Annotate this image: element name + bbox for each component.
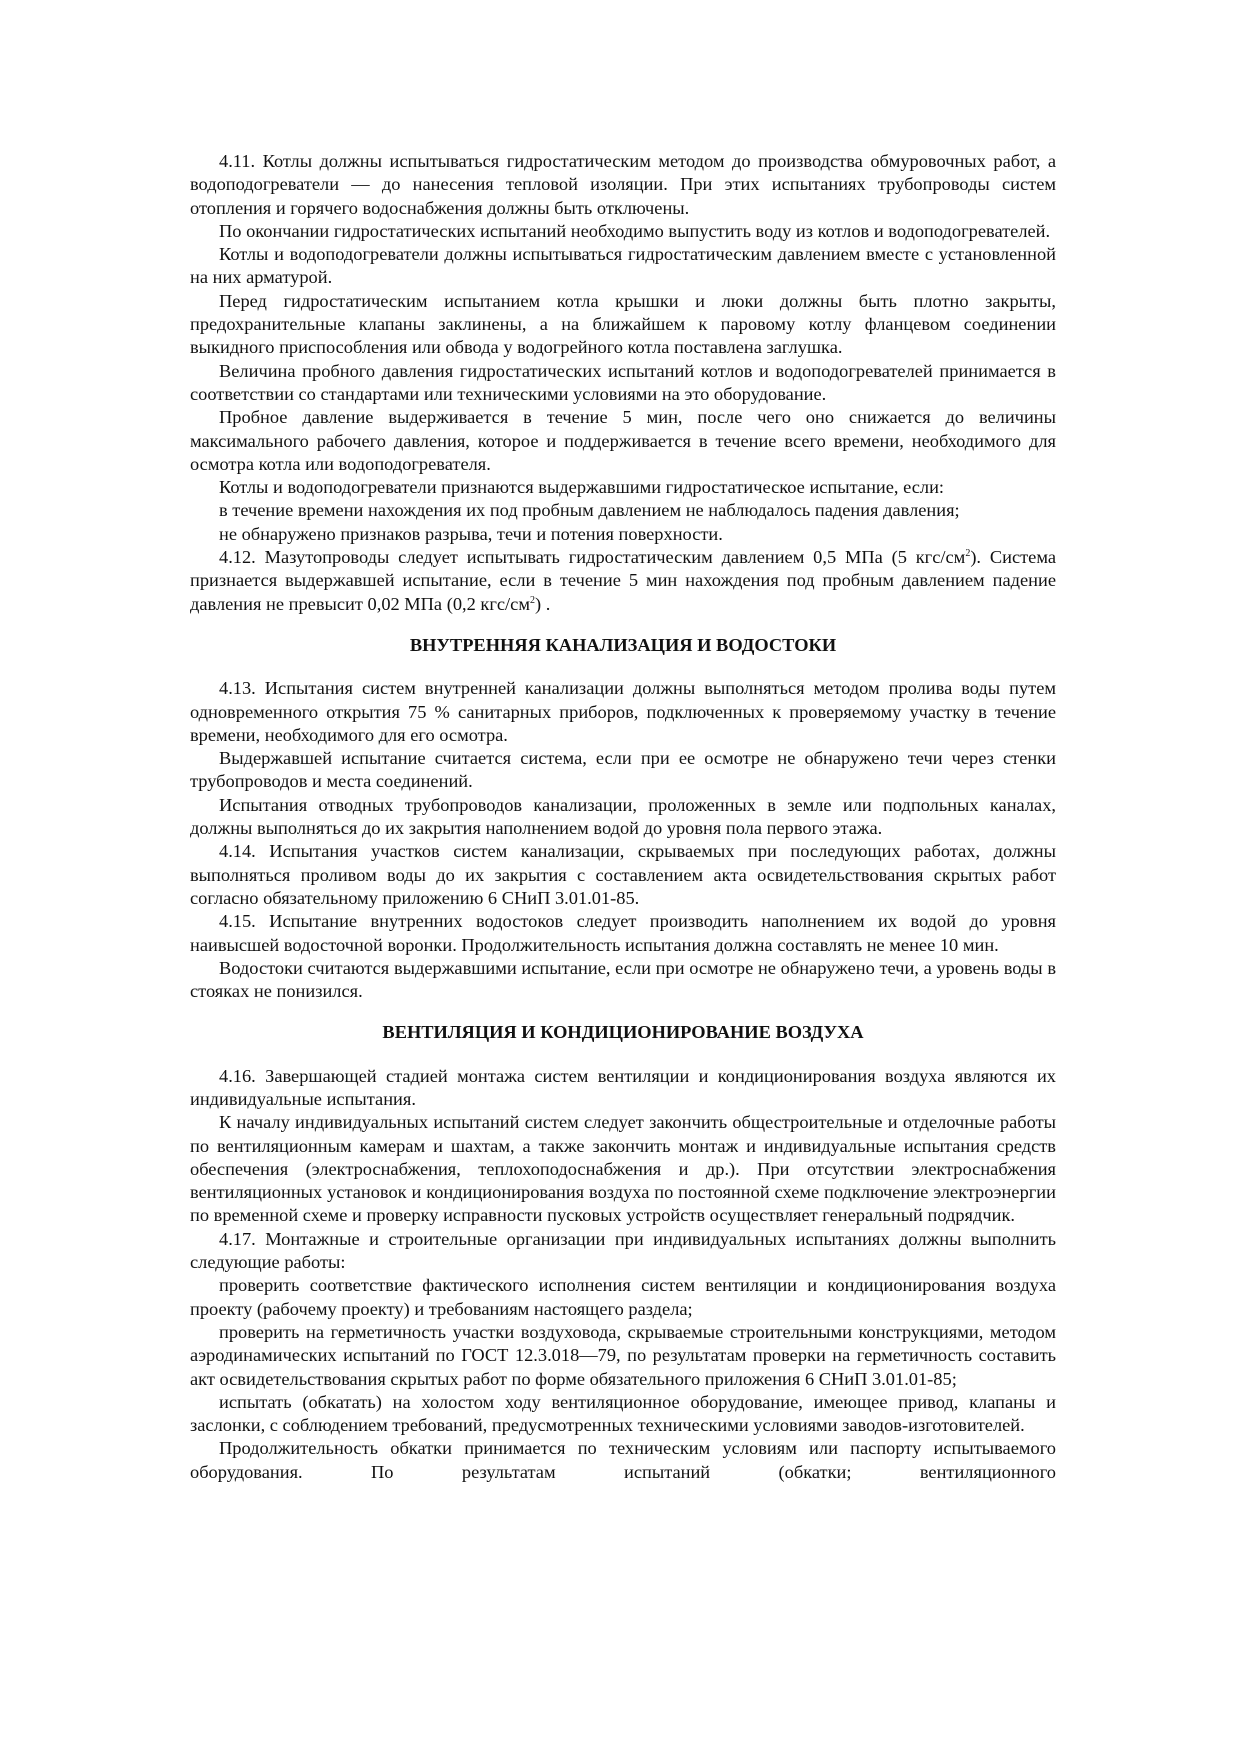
- paragraph-4-11: 4.11. Котлы должны испытываться гидростатическим методом до производства обмуровочных работ, а водоподогреватели — до нанесения тепловой изоляции. При этих испытаниях трубопроводы систем отопления и горячего водоснабжения должны быть отключены.: [190, 151, 1056, 218]
- paragraph-4-13: 4.13. Испытания систем внутренней канализации должны выполняться методом пролива воды путем одновременного открытия 75 % санитарных приборов, подключенных к проверяемому участку в течение времени, необходимого для его осмотра.: [190, 678, 1056, 745]
- paragraph: в течение времени нахождения их под пробным давлением не наблюдалось падения давления;: [219, 500, 960, 521]
- section-heading: ВЕНТИЛЯЦИЯ И КОНДИЦИОНИРОВАНИЕ ВОЗДУХА: [382, 1022, 864, 1043]
- section-heading: ВНУТРЕННЯЯ КАНАЛИЗАЦИЯ И ВОДОСТОКИ: [409, 634, 837, 655]
- section-sewerage: [190, 616, 1056, 1003]
- text-run: ) .: [534, 593, 551, 614]
- paragraph-4-12: [190, 546, 1056, 616]
- paragraph-4-16: 4.16. Завершающей стадией монтажа систем вентиляции и кондиционирования воздуха являются их индивидуальные испытания.: [190, 1065, 1056, 1109]
- paragraph: Пробное давление выдерживается в течение 5 мин, после чего оно снижается до величины максимального рабочего давления, которое и поддерживается в течение всего времени, необходимого для осмотра котла или водоподогревателя.: [190, 407, 1056, 474]
- paragraph: К началу индивидуальных испытаний систем следует закончить общестроительные и отделочные работы по вентиляционным камерам и шахтам, а также закончить монтаж и индивидуальные испытания средств обеспечения (электроснабжения, теплохоподоснабжения и др.). При отсутствии электроснабжения вентиляционных установок и кондиционирования воздуха по постоянной схеме подключение электроэнергии по временной схеме и проверку исправности пусковых устройств осуществляет генеральный подрядчик.: [190, 1112, 1056, 1226]
- paragraph: Продолжительность обкатки принимается по техническим условиям или паспорту испытываемого оборудования. По результатам испытаний (обкатки; вентиляционного: [190, 1438, 1056, 1482]
- paragraph: проверить на герметичность участки воздуховода, скрываемые строительными конструкциями, методом аэродинамических испытаний по ГОСТ 12.3.018—79, по результатам проверки на герметичность составить акт освидетельствования скрытых работ по форме обязательного приложения 6 СНиП 3.01.01-85;: [190, 1321, 1056, 1389]
- superscript: 2: [965, 547, 971, 559]
- paragraph: По окончании гидростатических испытаний необходимо выпустить воду из котлов и водоподогревателей.: [219, 220, 1051, 241]
- paragraph: испытать (обкатать) на холостом ходу вентиляционное оборудование, имеющее привод, клапаны и заслонки, с соблюдением требований, предусмотренных техническими условиями заводов-изготовителей.: [190, 1391, 1056, 1436]
- paragraph: Перед гидростатическим испытанием котла крышки и люки должны быть плотно закрыты, предохранительные клапаны заклинены, а на ближайшем к паровому котлу фланцевом соединении выкидного приспособления или обвода у водогрейного котла поставлена заглушка.: [190, 290, 1056, 358]
- document-page: [190, 150, 1056, 1484]
- paragraph: Водостоки считаются выдержавшими испытание, если при осмотре не обнаружено течи, а уровень воды в стояках не понизился.: [190, 957, 1056, 1002]
- superscript: 2: [529, 594, 535, 606]
- text-run: 4.12. Мазутопроводы следует испытывать гидростатическим давлением 0,5 МПа (5 кгс/см: [219, 547, 966, 568]
- paragraph: Выдержавшей испытание считается система, если при ее осмотре не обнаружено течи через стенки трубопроводов и места соединений.: [190, 748, 1056, 792]
- paragraph: Котлы и водоподогреватели должны испытываться гидростатическим давлением вместе с установленной на них арматурой.: [190, 244, 1056, 288]
- section-boilers: [190, 150, 1056, 616]
- paragraph: проверить соответствие фактического исполнения систем вентиляции и кондиционирования воздуха проекту (рабочему проекту) и требованиям настоящего раздела;: [190, 1275, 1056, 1319]
- paragraph: Котлы и водоподогреватели признаются выдержавшими гидростатическое испытание, если:: [219, 477, 945, 498]
- paragraph-4-14: 4.14. Испытания участков систем канализации, скрываемых при последующих работах, должны выполняться проливом воды до их закрытия с составлением акта освидетельствования скрытых работ согласно обязательному приложению 6 СНиП 3.01.01-85.: [190, 841, 1056, 908]
- paragraph: Величина пробного давления гидростатических испытаний котлов и водоподогревателей принимается в соответствии со стандартами или техническими условиями на это оборудование.: [190, 360, 1056, 404]
- paragraph-4-15: 4.15. Испытание внутренних водостоков следует производить наполнением их водой до уровня наивысшей водосточной воронки. Продолжительность испытания должна составлять не менее 10 мин.: [190, 911, 1056, 955]
- section-ventilation: [190, 1003, 1056, 1484]
- paragraph-4-17: 4.17. Монтажные и строительные организации при индивидуальных испытаниях должны выполнить следующие работы:: [190, 1228, 1056, 1273]
- paragraph: Испытания отводных трубопроводов канализации, проложенных в земле или подпольных каналах, должны выполняться до их закрытия наполнением водой до уровня пола первого этажа.: [190, 794, 1056, 839]
- paragraph: не обнаружено признаков разрыва, течи и потения поверхности.: [219, 523, 723, 544]
- text-run: ). Система признается выдержавшей испытание, если в течение 5 мин нахождения под пробным давлением падение давления не превысит 0,02 МПа (0,2 кгс/см: [190, 547, 1057, 614]
